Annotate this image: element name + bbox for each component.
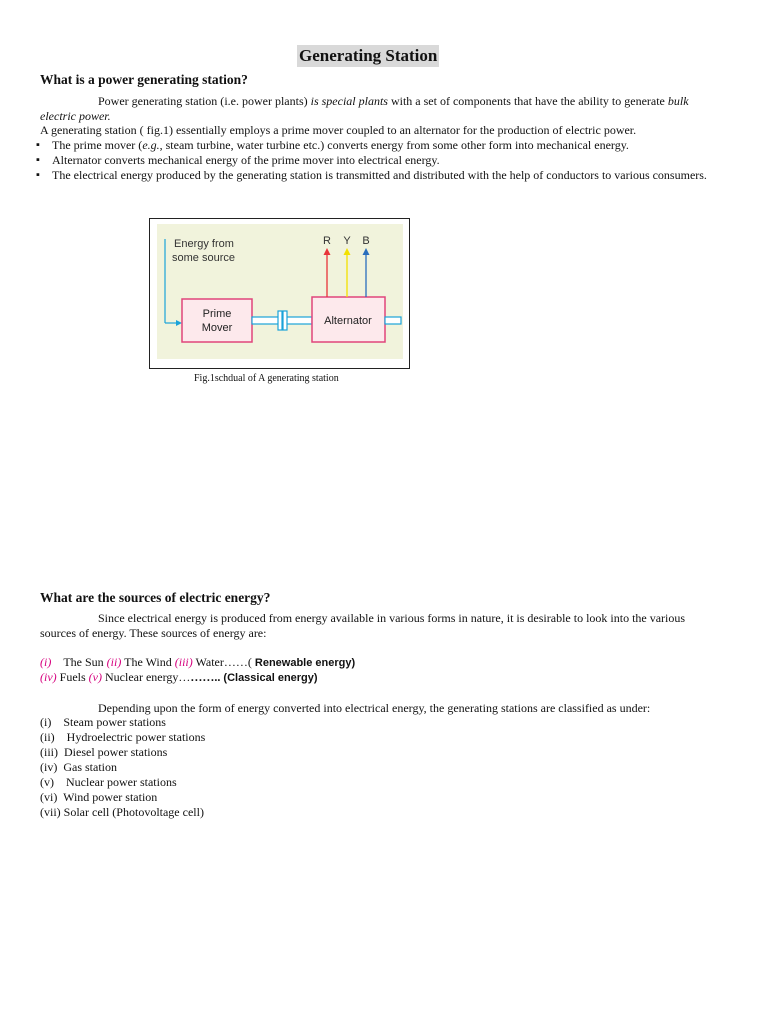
bullet-item-transmission: ▪ The electrical energy produced by the generating station is transmitted and distributed with the help of conductors to various consumers. <box>40 168 720 183</box>
phase-b-label: B <box>362 235 370 247</box>
list-item: (iv) Gas station <box>40 760 117 774</box>
list-item: (i) Steam power stations <box>40 715 166 729</box>
classical-sources-line: (iv) Fuels (v) Nuclear energy……….. (Classical energy) <box>40 670 318 684</box>
phase-y-label: Y <box>343 235 351 247</box>
source-label-line2: some source <box>172 252 235 264</box>
bullet-item-prime-mover: ▪ The prime mover (e.g., steam turbine, water turbine etc.) converts energy from some other form into mechanical energy. <box>40 138 720 153</box>
station-types-list <box>40 715 205 820</box>
coupling-flange-left <box>278 311 282 330</box>
coupling-flange-right <box>283 311 287 330</box>
alternator-output-shaft <box>385 317 401 324</box>
section-heading-sources: What are the sources of electric energy? <box>40 590 271 605</box>
list-item: (vi) Wind power station <box>40 790 158 804</box>
definition-paragraph: Power generating station (i.e. power plants) is special plants with a set of components that have the ability to generate bulk electric power. <box>40 94 689 123</box>
prime-mover-label-line2: Mover <box>201 322 233 334</box>
source-label-line1: Energy from <box>174 238 234 250</box>
phase-r-label: R <box>323 235 331 247</box>
prime-mover-label-line1: Prime <box>202 308 232 320</box>
overview-paragraph: A generating station ( fig.1) essentially employs a prime mover coupled to an alternator for the production of electric power. <box>40 123 637 137</box>
classification-paragraph: Depending upon the form of energy converted into electrical energy, the generating stations are classified as under: <box>98 701 651 715</box>
sources-intro-paragraph: Since electrical energy is produced from energy available in various forms in nature, it is desirable to look into the various sources of energy. These sources of energy are: <box>40 611 686 640</box>
page-title: Generating Station <box>299 46 438 65</box>
list-item: (v) Nuclear power stations <box>40 775 177 789</box>
bullet-item-alternator: ▪ Alternator converts mechanical energy of the prime mover into electrical energy. <box>40 153 720 168</box>
list-item: (vii) Solar cell (Photovoltage cell) <box>40 805 204 819</box>
figure-caption: Fig.1schdual of A generating station <box>194 373 339 384</box>
renewable-sources-line: (i) The Sun (ii) The Wind (iii) Water……( Renewable energy) <box>40 655 356 669</box>
prime-mover-box <box>182 299 252 342</box>
list-item: (iii) Diesel power stations <box>40 745 168 759</box>
bullet-list <box>40 138 720 183</box>
list-item: (ii) Hydroelectric power stations <box>40 730 206 744</box>
generating-station-diagram <box>150 219 409 368</box>
figure-generating-station <box>149 218 410 369</box>
section-heading-power-station: What is a power generating station? <box>40 72 248 87</box>
alternator-label: Alternator <box>324 315 372 327</box>
